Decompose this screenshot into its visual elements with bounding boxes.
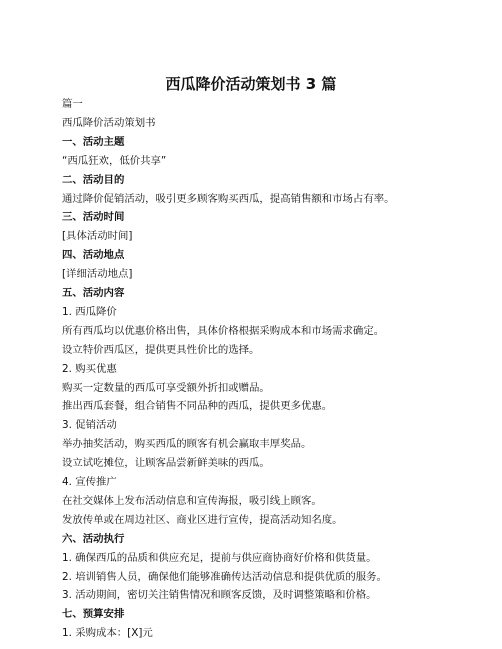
section-heading: 三、活动时间 — [62, 211, 125, 224]
body-line: 在社交媒体上发布活动信息和宣传海报，吸引线上顾客。 — [62, 494, 322, 507]
body-line: 购买一定数量的西瓜可享受额外折扣或赠品。 — [62, 381, 270, 394]
body-line: 举办抽奖活动，购买西瓜的顾客有机会赢取丰厚奖品。 — [62, 438, 312, 451]
body-line: 篇一 — [62, 98, 83, 110]
section-heading: 一、活动主题 — [62, 135, 125, 148]
body-line: [详细活动地点] — [62, 268, 133, 281]
section-heading: 六、活动执行 — [62, 532, 125, 545]
body-line: 通过降价促销活动，吸引更多顾客购买西瓜，提高销售额和市场占有率。 — [62, 192, 395, 205]
body-line: 设立特价西瓜区，提供更具性价比的选择。 — [62, 343, 260, 356]
body-line: 1. 西瓜降价 — [62, 305, 117, 318]
section-heading: 二、活动目的 — [62, 173, 125, 186]
section-heading: 五、活动内容 — [62, 287, 125, 299]
section-heading: 四、活动地点 — [62, 249, 125, 262]
body-line: 发放传单或在周边社区、商业区进行宣传，提高活动知名度。 — [62, 513, 343, 526]
body-line: 3. 促销活动 — [62, 419, 117, 432]
body-line: [具体活动时间] — [62, 230, 133, 243]
body-line: 推出西瓜套餐，组合销售不同品种的西瓜，提供更多优惠。 — [62, 400, 333, 413]
body-line: 1. 采购成本：[X]元 — [62, 627, 153, 640]
body-line: 2. 培训销售人员，确保他们能够准确传达活动信息和提供优质的服务。 — [62, 570, 387, 583]
body-line: 3. 活动期间，密切关注销售情况和顾客反馈，及时调整策略和价格。 — [62, 589, 377, 602]
body-line: 2. 购买优惠 — [62, 362, 117, 375]
body-line: 4. 宣传推广 — [62, 476, 117, 488]
body-line: 设立试吃摊位，让顾客品尝新鲜美味的西瓜。 — [62, 457, 270, 470]
body-line: 1. 确保西瓜的品质和供应充足，提前与供应商协商好价格和供货量。 — [62, 551, 377, 564]
document-title: 西瓜降价活动策划书 3 篇 — [165, 75, 337, 93]
section-heading: 七、预算安排 — [62, 608, 125, 621]
body-line: 西瓜降价活动策划书 — [62, 116, 156, 129]
body-line: 所有西瓜均以优惠价格出售，具体价格根据采购成本和市场需求确定。 — [62, 324, 385, 337]
body-line: “西瓜狂欢，低价共享” — [62, 154, 167, 167]
